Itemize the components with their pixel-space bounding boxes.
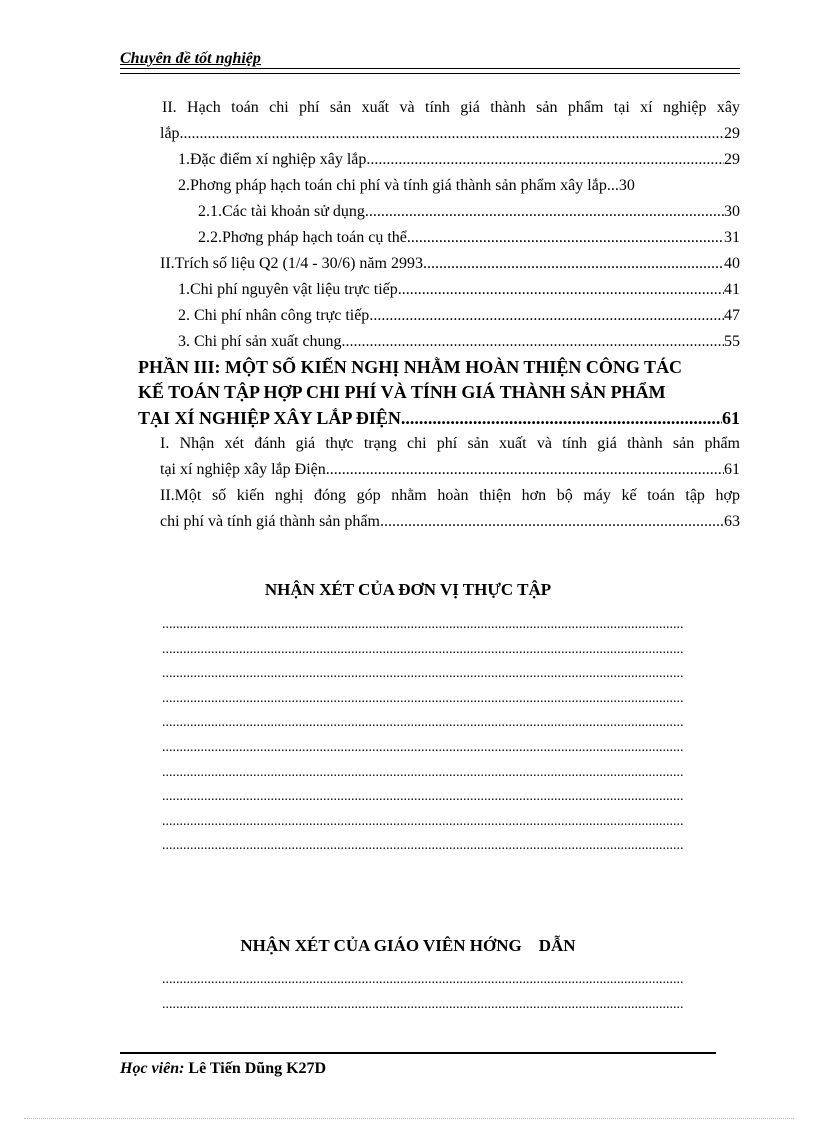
toc-page-number: 29	[724, 151, 740, 168]
header-double-rule	[120, 68, 740, 74]
toc-entry-line: II.Một số kiến nghị đóng góp nhằm hoàn thiện hơn bộ máy kế toán tập hợp	[160, 487, 740, 504]
page-footer	[120, 1052, 716, 1078]
toc-entry-text: 3. Chi phí sản xuất chung	[178, 333, 342, 350]
unit-review-lines	[162, 613, 684, 859]
toc-entry-text: 2.2.Phơng pháp hạch toán cụ thể	[198, 229, 407, 246]
toc-entry[interactable]	[138, 405, 740, 431]
dot-leader	[380, 509, 724, 535]
toc-entry[interactable]	[140, 251, 740, 277]
dot-leader	[423, 251, 724, 277]
toc-page-number: 29	[724, 125, 740, 142]
dot-leader	[405, 405, 722, 431]
blank-dotted-line	[162, 761, 684, 786]
toc-entry[interactable]	[140, 509, 740, 535]
toc-entry[interactable]	[140, 173, 740, 199]
blank-dotted-line	[162, 834, 684, 859]
dot-leader	[342, 329, 724, 355]
part3-heading-line: KẾ TOÁN TẬP HỢP CHI PHÍ VÀ TÍNH GIÁ THÀNH SẢN PHẨM	[138, 382, 666, 402]
page-bottom-dotted-border	[24, 1118, 794, 1121]
toc-entry[interactable]	[140, 225, 740, 251]
table-of-contents	[140, 95, 740, 535]
page-header	[120, 50, 740, 68]
footer-label: Học viên:	[120, 1060, 185, 1077]
toc-page-number: 30	[618, 177, 635, 194]
toc-page-number: 63	[724, 513, 740, 530]
blank-dotted-line	[162, 687, 684, 712]
toc-entry-text: 1.Đặc điểm xí nghiệp xây lắp.	[178, 151, 371, 168]
blank-dotted-line	[162, 711, 684, 736]
blank-dotted-line	[162, 613, 684, 638]
toc-page-number: 55	[724, 333, 740, 350]
toc-entry[interactable]	[140, 303, 740, 329]
toc-page-number: 47	[724, 307, 740, 324]
toc-page-number: 40	[724, 255, 740, 272]
blank-dotted-line	[162, 785, 684, 810]
blank-dotted-line	[162, 968, 684, 993]
footer-student-name: Lê Tiến Dũng K27D	[188, 1060, 327, 1077]
toc-entry-line: I. Nhận xét đánh giá thực trạng chi phí sản xuất và tính giá thành sản phẩm	[160, 435, 740, 452]
dot-leader	[607, 173, 619, 199]
blank-dotted-line	[162, 638, 684, 663]
dot-leader	[369, 303, 724, 329]
toc-entry-text: 1.Chi phí nguyên vật liệu trực tiếp.	[178, 281, 402, 298]
footer-student	[120, 1060, 716, 1078]
dot-leader	[402, 277, 724, 303]
toc-entry-line: II. Hạch toán chi phí sản xuất và tính giá thành sản phẩm tại xí nghiệp xây	[162, 99, 740, 116]
teacher-review-heading: NHẬN XÉT CỦA GIÁO VIÊN HỚNG DẪN	[240, 936, 576, 955]
part3-heading-line: PHẦN III: MỘT SỐ KIẾN NGHỊ NHẰM HOÀN THIỆN CÔNG TÁC	[138, 357, 683, 377]
toc-entry-text: 2. Chi phí nhân công trực tiếp	[178, 307, 370, 324]
toc-entry[interactable]	[140, 121, 740, 147]
toc-entry[interactable]	[140, 199, 740, 225]
toc-page-number: 61	[724, 461, 740, 478]
blank-dotted-line	[162, 810, 684, 835]
dot-leader	[330, 457, 724, 483]
toc-entry-text: tại xí nghiệp xây lắp Điện.	[160, 461, 330, 478]
toc-entry-text: TẠI XÍ NGHIỆP XÂY LẮP ĐIỆN.	[138, 408, 406, 428]
dot-leader	[369, 199, 724, 225]
toc-entry-text: lắp.	[160, 125, 184, 142]
toc-entry-text: chi phí và tính giá thành sản phẩm	[160, 513, 380, 530]
blank-dotted-line	[162, 736, 684, 761]
toc-entry[interactable]	[140, 147, 740, 173]
toc-page-number: 30	[724, 203, 740, 220]
blank-dotted-line	[162, 662, 684, 687]
dot-leader	[407, 225, 724, 251]
toc-entry-text: 2.Phơng pháp hạch toán chi phí và tính giá thành sản phẩm xây lắp	[178, 177, 607, 194]
toc-page-number: 61	[722, 408, 740, 428]
toc-entry-text: II.Trích số liệu Q2 (1/4 - 30/6) năm 2993	[160, 255, 423, 272]
toc-entry[interactable]	[140, 277, 740, 303]
dot-leader	[184, 121, 724, 147]
toc-entry[interactable]	[140, 457, 740, 483]
blank-dotted-line	[162, 993, 684, 1018]
toc-entry[interactable]	[140, 329, 740, 355]
header-title: Chuyên đề tốt nghiệp	[120, 50, 261, 67]
teacher-review-lines	[162, 968, 684, 1017]
toc-entry-text: 2.1.Các tài khoản sử dụng.	[198, 203, 369, 220]
toc-page-number: 31	[724, 229, 740, 246]
footer-rule	[120, 1052, 716, 1054]
dot-leader	[370, 147, 724, 173]
toc-page-number: 41	[724, 281, 740, 298]
unit-review-heading: NHẬN XÉT CỦA ĐƠN VỊ THỰC TẬP	[264, 580, 552, 599]
